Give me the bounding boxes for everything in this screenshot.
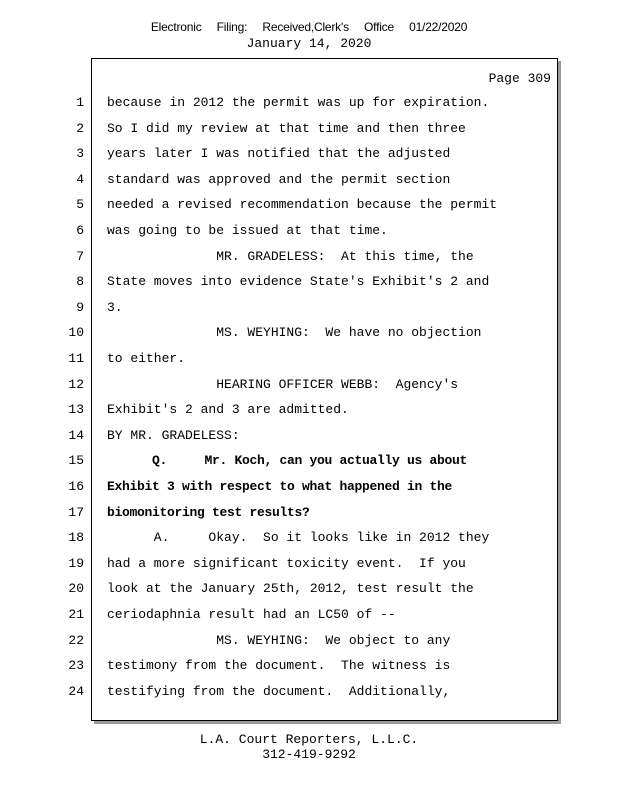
line-number: 11 xyxy=(68,351,84,366)
line-text: biomonitoring test results? xyxy=(107,504,310,520)
line-number: 14 xyxy=(68,427,84,443)
transcript-line xyxy=(0,272,560,292)
line-number: 12 xyxy=(68,376,84,392)
line-text: needed a revised recommendation because the permit xyxy=(107,197,498,213)
line-number: 24 xyxy=(68,683,84,699)
transcript-line xyxy=(0,682,560,702)
line-number: 23 xyxy=(68,658,84,674)
line-text: MR. GRADELESS: At this time, the xyxy=(107,248,474,264)
stamp-date: 01/22/2020 xyxy=(409,20,468,34)
line-text: look at the January 25th, 2012, test result the xyxy=(107,581,474,597)
transcript-line xyxy=(0,656,560,676)
line-text: BY MR. GRADELESS: xyxy=(107,427,240,443)
reporter-company: L.A. Court Reporters, L.L.C. xyxy=(199,732,419,747)
transcript-line xyxy=(0,400,560,420)
line-text: to either. xyxy=(107,351,186,366)
line-number: 4 xyxy=(76,171,84,187)
line-number: 10 xyxy=(68,325,84,341)
line-number: 7 xyxy=(76,248,84,264)
transcript-line xyxy=(0,605,560,625)
transcript-line xyxy=(0,144,560,164)
line-text: 3. xyxy=(107,299,123,315)
line-number: 9 xyxy=(76,299,84,315)
stamp-word-filing: Filing: xyxy=(216,20,248,34)
line-number: 19 xyxy=(68,555,84,571)
line-text: testimony from the document. The witness is xyxy=(107,658,451,674)
transcript-line xyxy=(0,170,560,190)
efiling-stamp xyxy=(0,20,618,34)
line-text: was going to be issued at that time. xyxy=(107,223,388,238)
transcript-line xyxy=(0,528,560,548)
line-text: Q. Mr. Koch, can you actually us about xyxy=(107,453,468,469)
line-number: 3 xyxy=(76,146,84,162)
transcript-line xyxy=(0,195,560,215)
line-number: 5 xyxy=(76,197,84,213)
line-number: 8 xyxy=(76,274,84,290)
line-text: HEARING OFFICER WEBB: Agency's xyxy=(107,376,459,392)
line-text: MS. WEYHING: We have no objection xyxy=(107,325,482,341)
transcript-line xyxy=(0,631,560,651)
transcript-line xyxy=(0,451,560,471)
transcript-line xyxy=(0,323,560,343)
transcript-line xyxy=(0,426,560,446)
transcript-line xyxy=(0,477,560,497)
transcript-line xyxy=(0,503,560,523)
transcript-line xyxy=(0,119,560,139)
transcript-line xyxy=(0,221,560,241)
line-number: 15 xyxy=(68,453,84,469)
line-text: Exhibit's 2 and 3 are admitted. xyxy=(107,402,349,418)
line-number: 16 xyxy=(68,479,84,494)
line-number: 17 xyxy=(68,504,84,520)
line-text: standard was approved and the permit section xyxy=(107,171,451,187)
line-number: 20 xyxy=(68,581,84,597)
line-number: 1 xyxy=(76,95,84,110)
transcript-line xyxy=(0,93,560,113)
line-text: testifying from the document. Additionally, xyxy=(107,683,451,699)
transcript-line xyxy=(0,579,560,599)
line-text: had a more significant toxicity event. If you xyxy=(107,555,466,571)
line-number: 18 xyxy=(68,530,84,546)
transcript-date: January 14, 2020 xyxy=(246,36,372,51)
line-number: 21 xyxy=(68,607,84,622)
line-number: 13 xyxy=(68,402,84,418)
line-text: because in 2012 the permit was up for expiration. xyxy=(107,95,490,110)
stamp-word-electronic: Electronic xyxy=(150,20,202,34)
line-number: 2 xyxy=(76,120,84,136)
transcript-line xyxy=(0,554,560,574)
stamp-word-office: Office xyxy=(364,20,394,34)
line-text: A. Okay. So it looks like in 2012 they xyxy=(107,530,490,546)
page-number: Page 309 xyxy=(488,71,551,86)
line-text: ceriodaphnia result had an LC50 of -- xyxy=(107,607,396,622)
transcript-line xyxy=(0,375,560,395)
line-text: years later I was notified that the adjusted xyxy=(107,146,451,162)
transcript-line xyxy=(0,349,560,369)
reporter-phone: 312-419-9292 xyxy=(262,747,356,762)
line-text: Exhibit 3 with respect to what happened in the xyxy=(107,479,453,494)
line-number: 22 xyxy=(68,632,84,648)
transcript-line xyxy=(0,247,560,267)
line-text: So I did my review at that time and then three xyxy=(107,120,466,136)
transcript-line xyxy=(0,298,560,318)
line-text: State moves into evidence State's Exhibit's 2 and xyxy=(107,274,490,290)
stamp-word-received: Received,Clerk's xyxy=(262,20,349,34)
line-text: MS. WEYHING: We object to any xyxy=(107,632,451,648)
line-number: 6 xyxy=(76,223,84,238)
